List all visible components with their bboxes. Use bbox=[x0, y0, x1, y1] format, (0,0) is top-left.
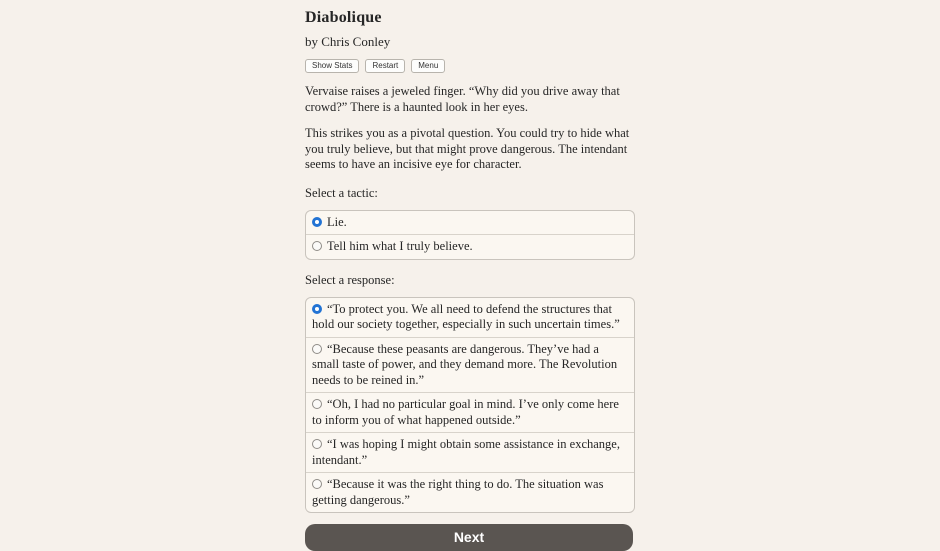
response-prompt: Select a response: bbox=[305, 272, 395, 287]
radio-selected-icon[interactable] bbox=[312, 304, 322, 314]
author-byline: by Chris Conley bbox=[305, 34, 391, 49]
option-label: Lie. bbox=[327, 214, 347, 229]
story-paragraph: Vervaise raises a jeweled finger. “Why did you drive away that crowd?” There is a haunted look in her eyes. bbox=[305, 84, 620, 114]
response-option-no-goal[interactable] bbox=[306, 393, 634, 433]
response-option-right-thing[interactable] bbox=[306, 473, 634, 512]
response-option-peasants[interactable] bbox=[306, 338, 634, 394]
show-stats-button[interactable]: Show Stats bbox=[305, 59, 359, 73]
radio-unselected-icon[interactable] bbox=[312, 399, 322, 409]
radio-unselected-icon[interactable] bbox=[312, 344, 322, 354]
tactic-prompt: Select a tactic: bbox=[305, 185, 378, 200]
menu-button[interactable]: Menu bbox=[411, 59, 445, 73]
response-option-group bbox=[305, 297, 635, 514]
response-option-protect[interactable] bbox=[306, 298, 634, 338]
option-label: “Oh, I had no particular goal in mind. I’ve only come here to inform you of what happened outside.” bbox=[312, 397, 619, 427]
radio-unselected-icon[interactable] bbox=[312, 479, 322, 489]
option-label: Tell him what I truly believe. bbox=[327, 239, 473, 253]
radio-selected-icon[interactable] bbox=[312, 217, 322, 227]
next-button[interactable]: Next bbox=[305, 524, 633, 551]
page-title: Diabolique bbox=[305, 9, 382, 26]
option-label: “I was hoping I might obtain some assistance in exchange, intendant.” bbox=[312, 437, 620, 467]
option-label: “To protect you. We all need to defend the structures that hold our society together, especially in such uncertain times.” bbox=[312, 301, 620, 331]
tactic-option-truth[interactable] bbox=[306, 235, 634, 259]
game-content bbox=[305, 0, 635, 551]
tactic-option-group bbox=[305, 210, 635, 260]
radio-unselected-icon[interactable] bbox=[312, 439, 322, 449]
radio-unselected-icon[interactable] bbox=[312, 241, 322, 251]
option-label: “Because these peasants are dangerous. They’ve had a small taste of power, and they demand more. The Revolution needs to be reined in.” bbox=[312, 341, 618, 387]
tactic-option-lie[interactable] bbox=[306, 211, 634, 236]
response-option-assistance[interactable] bbox=[306, 433, 634, 473]
story-text bbox=[305, 84, 635, 173]
story-paragraph: This strikes you as a pivotal question. You could try to hide what you truly believe, but that might prove dangerous. The intendant seems to have an incisive eye for character. bbox=[305, 126, 630, 171]
restart-button[interactable]: Restart bbox=[365, 59, 405, 73]
toolbar bbox=[305, 59, 635, 73]
option-label: “Because it was the right thing to do. The situation was getting dangerous.” bbox=[312, 477, 604, 507]
